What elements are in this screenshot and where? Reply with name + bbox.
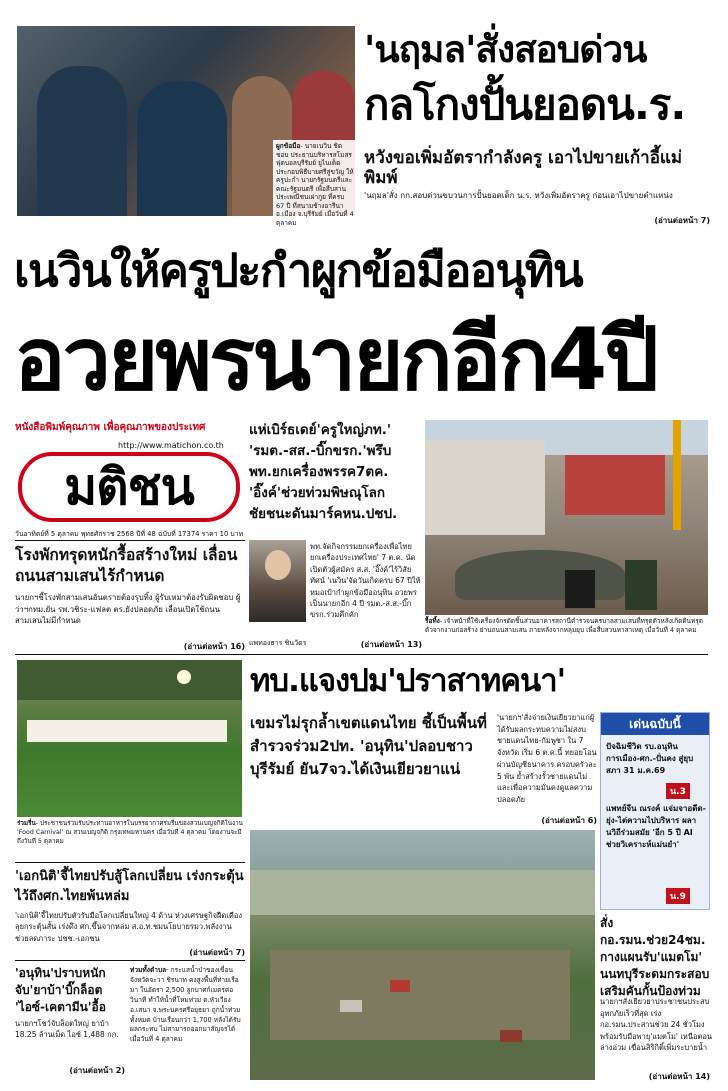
left-photo (17, 660, 242, 817)
border-sub: เขมรไม่รุกล้ำเขตแดนไทย ชี้เป็นพื้นที่สำรวจร่วม2ปท. 'อนุทิน'ปลอบชาวบุรีรัมย์ ยัน7จว.ได้เงินเยียวยาแน่ (250, 714, 487, 778)
lantern (177, 670, 191, 684)
left1-headline: โรงพักทรุดหนักรื้อสร้างใหม่ เลื่อนถนนสามเสนไร้กำหนด (15, 546, 238, 585)
divider (15, 960, 245, 961)
trees (17, 660, 242, 700)
masthead-slogan: หนังสือพิมพ์คุณภาพ เพื่อคุณภาพของประเทศ (15, 422, 206, 433)
border-body: 'นายกฯ'สั่งจ่ายเงินเยียวยาแก่ผู้ได้รับผลกระทบความไม่สงบชายแดนไทย-กัมพูชา ใน 7 จังหวัด เริ่ม 6 ต.ค.นี้ ทยอยโอนผ่านบัญชีธนาคาร ครอบครัวละ 5 พัน ย้ำสร้างรั้วชายแดนไม่และเพื่อความมั่นคงดูแลความปลอดภัย (497, 713, 597, 804)
tents (27, 720, 227, 742)
caption-body: - ประชาชนร่วมรับประทานอาหารในบรรยากาศร่มรื่นของสวนเบญจกิติในงาน 'Food Carnival' ณ สวนเบญจกิติ กรุงเทพมหานคร เมื่อวันที่ 4 ตุลาคม โดยงานจะมีถึงวันที่ 5 ตุลาคม (17, 820, 243, 845)
mid-readmore[interactable]: (อ่านต่อหน้า 13) (360, 640, 422, 649)
border-readmore[interactable]: (อ่านต่อหน้า 6) (541, 816, 597, 825)
border-headline: ทบ.แจงปม'ปราสาทคนา' (250, 663, 566, 699)
inside-item2[interactable]: แพทย์จีน ณรงค์ แจ่มจาอดีต-ยุ่ง-ไต่ความไปบริหาร ผลานวิถีร่วมสมัย 'อีก 5 ปี AI ช่วยวิเคราะห์แม่นยำ' (606, 804, 706, 849)
portrait-photo (249, 540, 306, 622)
masthead-name: มติชน (64, 457, 194, 516)
caption-title: รื้อทิ้ง (425, 617, 440, 625)
camera-operator (565, 570, 595, 608)
house-roof (390, 980, 410, 992)
left2-readmore[interactable]: (อ่านต่อหน้า 7) (189, 948, 245, 957)
left4-body: - กระแสน้ำป่าของเขื่อนจังหวัดจะวา ชิรนาท คงสูงพื้นที่ท่ายเรือมา ในอัตรา 2,500 ลูกบาศก์เมตรต่อวินาที ทำให้น้ำที่โหมท่วม ต.หัวเวียง อ.เสนา จ.พระนครศรีอยุธยา ถูกน้ำท่วมทั้งหมด บ้านเรือนกว่า 1,700 หลังได้รับผลกระทบ ไม่สามารถออกมาสัญจรได้ เมื่อวันที่ 4 ตุลาคม (130, 966, 241, 1044)
lead-headline-line2: อวยพรนายกอีก4ปี (14, 310, 656, 410)
top-headline-line1: 'นฤมล'สั่งสอบด่วน (364, 28, 647, 71)
masthead-url[interactable]: http://www.matichon.co.th (118, 441, 224, 450)
lead-headline-line1: เนวินให้ครูปะกำผูกข้อมืออนุทิน (14, 244, 583, 297)
left4-text (130, 966, 245, 1076)
house-roof (340, 1000, 362, 1012)
inside-item1[interactable]: ปัจฉิมชีวิต รบ.อนุทิน การเมือง-ศก.-ปั่นคง สู่ยุบสภา 31 ม.ค.69 (606, 742, 694, 775)
divider (15, 654, 708, 655)
building-red (565, 455, 665, 515)
caption-body: - นายเนวิน ชิดชอบ ประธานบริหารสโมสรฟุตบอลบุรีรัมย์ ยูไนเต็ด ประกอบพิธีบายศรีสู่ขวัญ ให้ครูปะกำ นายกรัฐมนตรีและคณะรัฐมนตรี เพื่อสืบสานประเพณีชนเผ่ากูย ที่ครบ 67 ปี ที่สนามช้างอารีนา อ.เมือง จ.บุรีรัมย์ เมื่อวันที่ 4 ตุลาคม (276, 142, 354, 227)
left2-body: 'เอกนิติ'จี้ไทยปรับตัวรับมือโลกเปลี่ยนใหญ่ 4 ด้าน ห่วงเศรษฐกิจฝืดเคือง ลุยกระตุ้นสั้น เร่งดึง ศก.ขึ้นจากหล่ม ส.อ.ท.ชมนโยบายรมว.พลังงานช่วยลดภาระ ปชช.-เอกชน (15, 911, 243, 943)
sub-readmore[interactable]: (อ่านต่อหน้า 7) (654, 216, 710, 225)
mid-headline: แห่เบิร์ธเดย์'ครูใหญ่ภท.' 'รมต.-สส.-บิ๊กขรก.'พรึบ พท.ยกเครื่องพรรค7ตค. 'อิ๊งค์'ช่วยท่วมพิษณุโลก ชัยชนะดันมาร์คหน.ปชป. (249, 422, 398, 522)
masthead-logo (18, 452, 240, 522)
left1-readmore[interactable]: (อ่านต่อหน้า 16) (183, 642, 245, 651)
photo-figure (137, 81, 227, 216)
house-roof (500, 1030, 522, 1042)
caption-body: - เจ้าหน้าที่ใช้เครื่องจักรตัดชิ้นส่วนอาคารสถานีตำรวจนครบาลสามเสนที่ทรุดตัวหลังเกิดดินทรุดตัวจากงานก่อสร้าง ย่านถนนสามเสน ภายหลังจากหลุมยุบ เพื่อสืบสวนหาสาเหตุ เมื่อวันที่ 4 ตุลาคม (425, 617, 704, 634)
inside-item1-page[interactable]: น.3 (666, 783, 690, 799)
building (425, 440, 545, 535)
floodwater (270, 950, 570, 1040)
floodwater (250, 870, 595, 915)
mid-body: พท.จัดกิจกรรมยกเครื่องเพื่อไทย ยกเครื่องประเทศไทย' 7 ต.ค. นัดเปิดตัวผู้สมัคร ส.ส. 'อิ๊งค์'ไร้วิสัยทัศน์ 'เนวิน'จัดวันเกิดครบ 67 ปีให้หมอเป้ากำผูกข้อมืออนุทิน อวยพรเป็นนายกอีก 4 ปี รมต.-ส.ส.-บิ๊ก ขรก.ร่วมคึกคัก (310, 542, 421, 620)
left4-kicker: ท่วมทั้งตำบล (130, 966, 167, 974)
photo-figure (37, 66, 127, 216)
inside-item2-page[interactable]: น.9 (666, 888, 690, 904)
portrait-caption: แพทองธาร ชินวัตร (249, 639, 307, 647)
inside-title: เด่นฉบับนี้ (601, 713, 709, 735)
flood-headline: สั่งกอ.รมน.ช่วย24ชม. กางแผนรับ'แมตโม' นนทบุรีระดมกระสอบ เสริมคันกั้นป้องท่วม (600, 916, 710, 998)
right-photo-caption (425, 617, 708, 647)
top-headline-line2: กลโกงปั้นยอดน.ร. (364, 80, 686, 129)
caption-title: ร่วมรื่น (17, 820, 36, 827)
flood-readmore[interactable]: (อ่านต่อหน้า 14) (648, 1072, 710, 1081)
caption-title: ผูกข้อมือ (276, 142, 301, 150)
divider (15, 540, 245, 541)
sub-headline: หวังขอเพิ่มอัตรากำลังครู เอาไปขายเก้าอี้แม่พิมพ์ (364, 148, 683, 188)
portrait-face (265, 550, 291, 580)
left3-body: นายกฯโชว์จับล็อตใหญ่ ยาบ้า 18.25 ล้านเม็ด ไอซ์ 1,488 กก. (15, 1019, 119, 1039)
worker (625, 560, 657, 610)
left1-body: นายกฯชี้โรงพักสามเสนอันตรายต้องรุบทิ้ง ผู้รับเหมาต้องรับผิดชอบ ผู้ว่าฯกทม.ยัน รพ.วชิระ-แฟลต ตร.ยังปลอดภัย เลื่อนเปิดใช้ถนนสามเสนไม่มีกำหนด (15, 593, 241, 625)
left2-headline: 'เอกนิติ'จี้ไทยปรับสู้โลกเปลี่ยน เร่งกระตุ้นไว้ถึงศก.ไทยพ้นหล่ม (15, 869, 244, 904)
masthead-dateline: วันอาทิตย์ที่ 5 ตุลาคม พุทธศักราช 2568 ปีที่ 48 ฉบับที่ 17374 ราคา 10 บาท (15, 530, 244, 538)
top-photo-caption (273, 140, 357, 227)
left-photo-caption (17, 820, 245, 856)
crane (673, 420, 681, 530)
sinkhole (455, 550, 625, 600)
right-photo (425, 420, 708, 615)
flood-body: นายกฯสั่งเยียวยาประชาชนประสบอุทกภัยเร็วที่สุด เร่ง กอ.รมน.ประสานช่วย 24 ชั่วโมง พร้อมรับมือพายุ'แมตโม' เหนือตอนล่างอ่วม เขื่อนสิริกิติ์เพิ่มระบายน้ำ (600, 997, 712, 1052)
sub-body: 'นฤมล'สั่ง กก.สอบด่วนขบวนการปั้นยอดเด็ก น.ร. หวังเพิ่มอัตราครู ก่อนเอาไปขายตำแหน่ง (364, 191, 673, 200)
flood-photo (250, 830, 595, 1080)
left3-readmore[interactable]: (อ่านต่อหน้า 2) (69, 1066, 125, 1075)
divider (15, 862, 245, 863)
left3-headline: 'อนุทิน'ปราบหนัก จับ'ยาบ้า'บิ๊กล็อต 'ไอซ์-เคตามีน'อื้อ (15, 966, 106, 1014)
inside-box (600, 712, 710, 910)
